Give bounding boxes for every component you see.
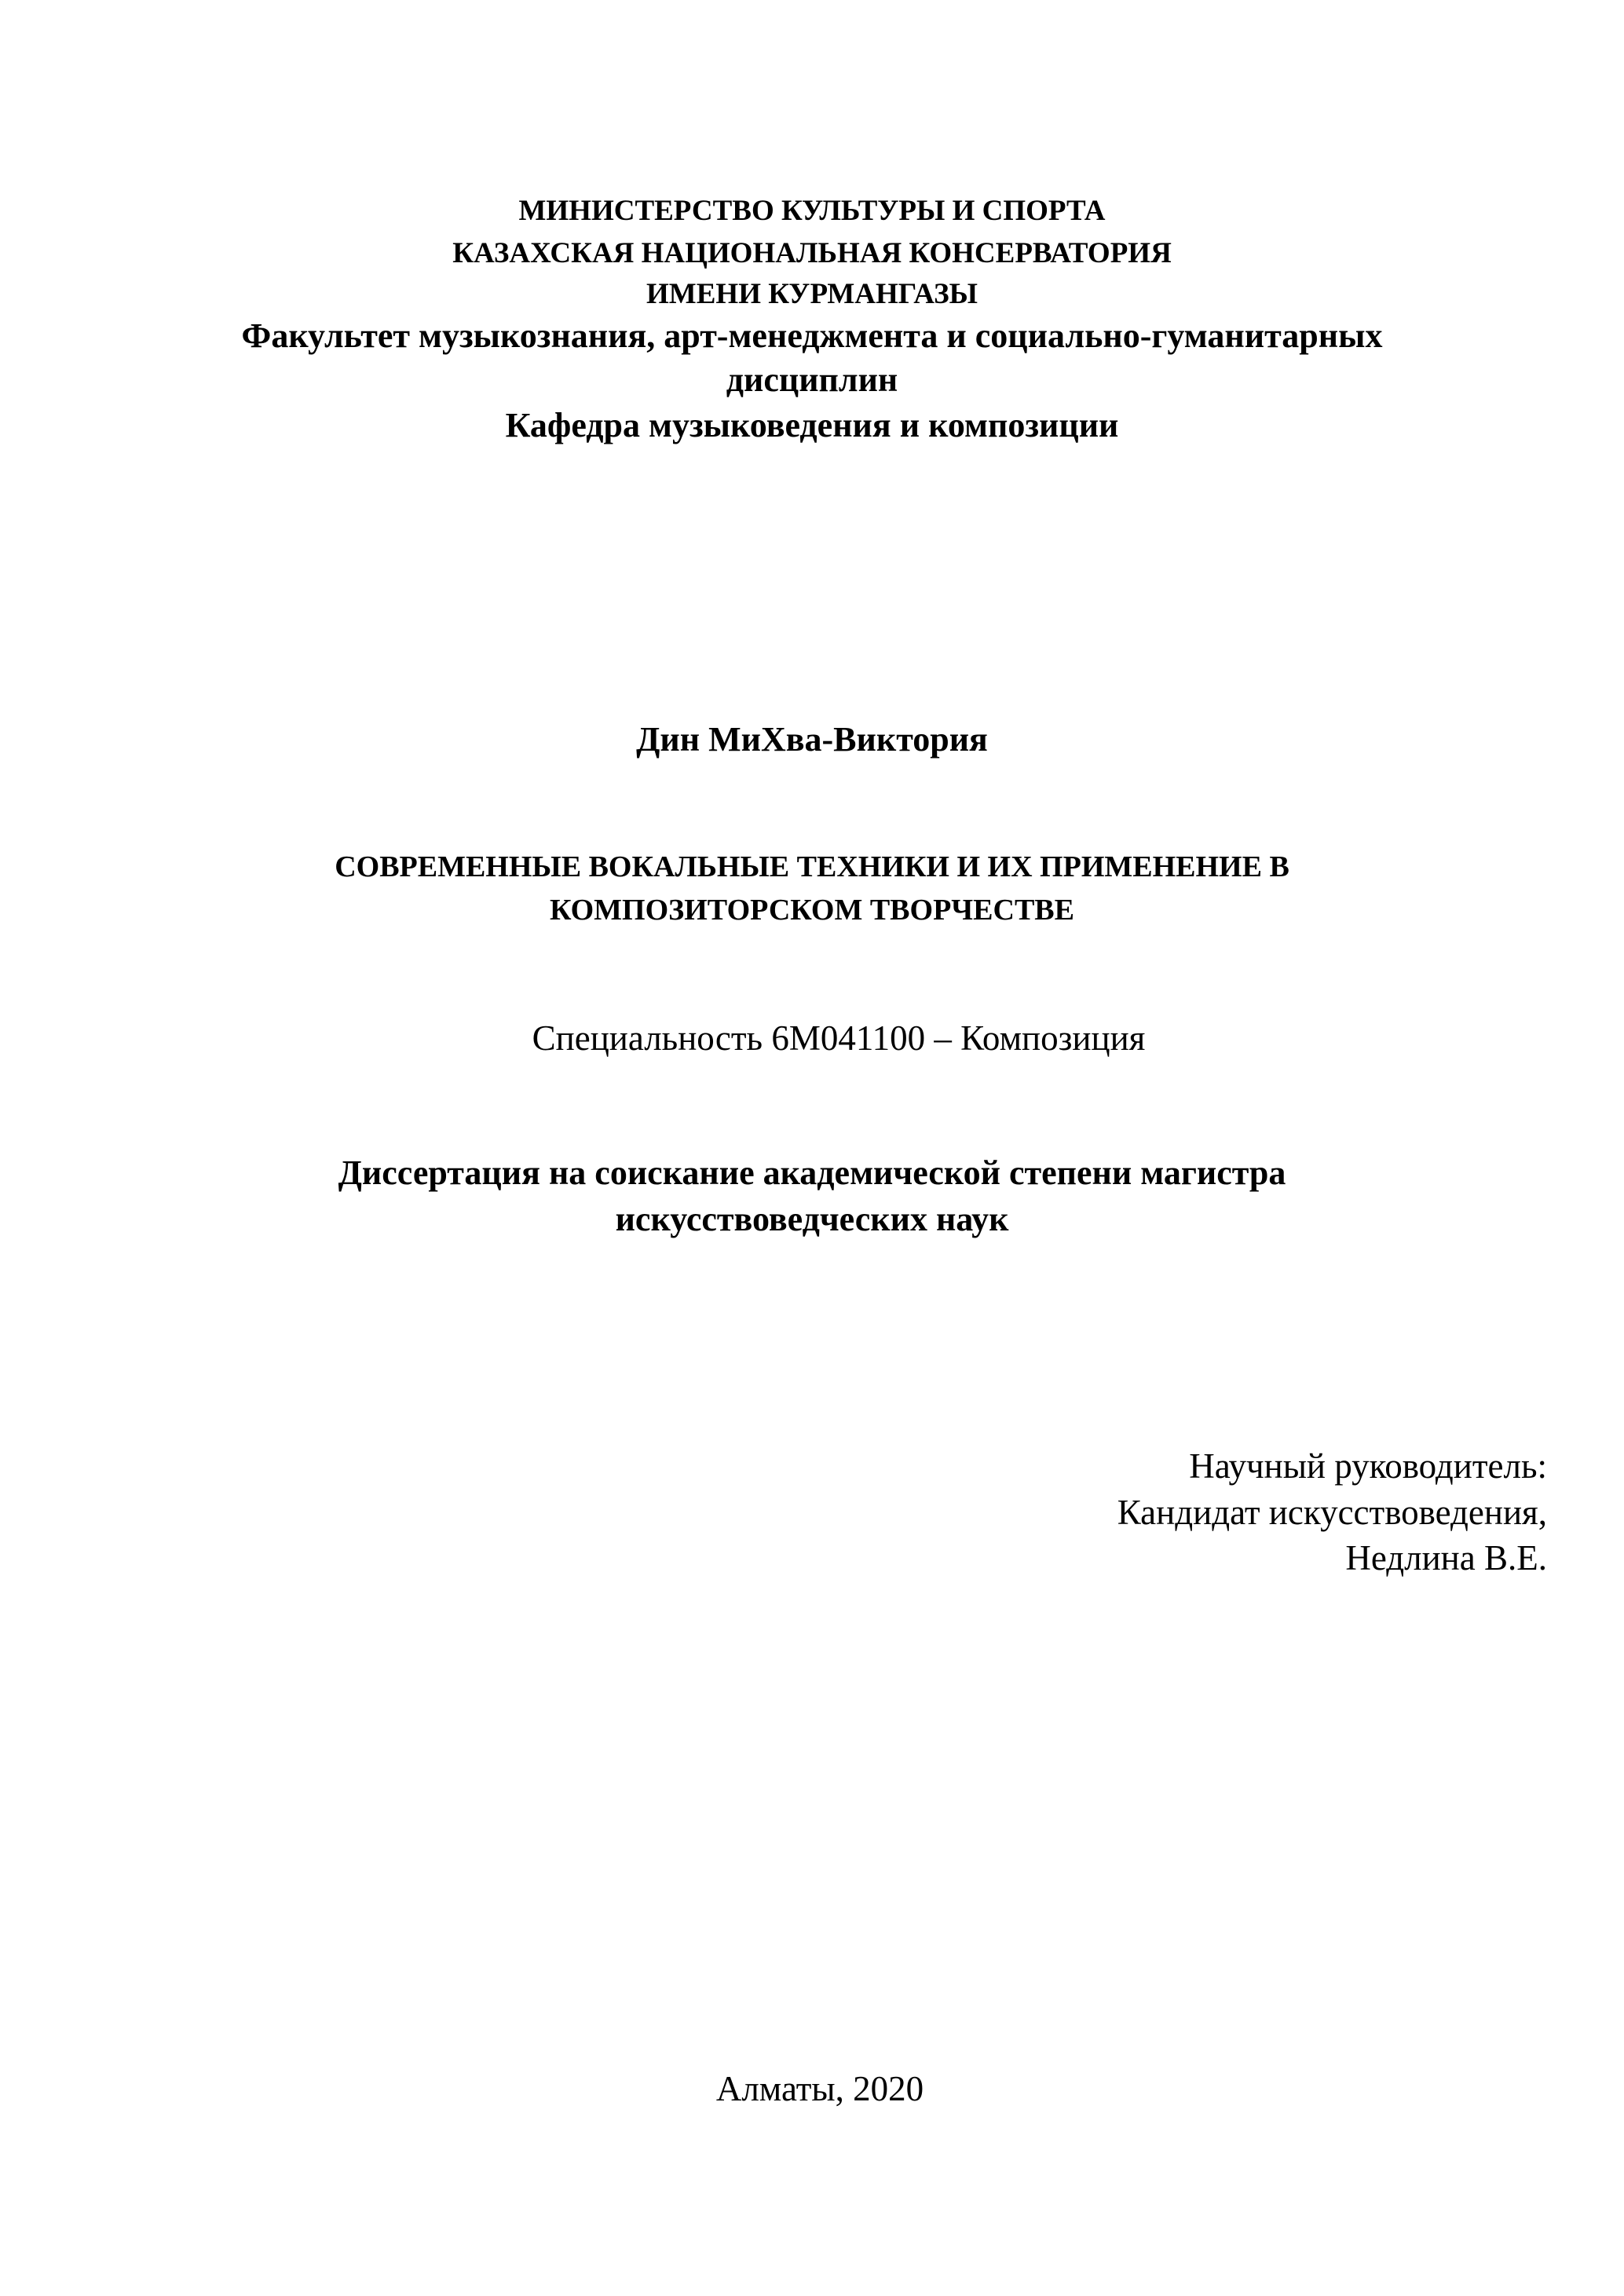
thesis-title-line1: СОВРЕМЕННЫЕ ВОКАЛЬНЫЕ ТЕХНИКИ И ИХ ПРИМЕНЕНИЕ В [335, 850, 1289, 883]
degree-line1: Диссертация на соискание академической степени магистра [338, 1153, 1286, 1192]
supervisor-label: Научный руководитель: [1189, 1446, 1547, 1486]
supervisor-name: Недлина В.Е. [1345, 1538, 1547, 1578]
department-heading: Кафедра музыковедения и композиции [505, 406, 1119, 444]
ministry-heading: МИНИСТЕРСТВО КУЛЬТУРЫ И СПОРТА [518, 195, 1106, 227]
degree-line2: искусствоведческих наук [615, 1200, 1009, 1238]
faculty-heading-line1: Факультет музыкознания, арт-менеджмента и социально-гуманитарных [241, 316, 1383, 355]
faculty-heading-line2: дисциплин [726, 360, 898, 399]
author-name: Дин МиХва-Виктория [636, 720, 988, 759]
thesis-title-line2: КОМПОЗИТОРСКОМ ТВОРЧЕСТВЕ [550, 894, 1074, 927]
named-after-heading: ИМЕНИ КУРМАНГАЗЫ [646, 278, 978, 310]
city-year: Алматы, 2020 [715, 2069, 924, 2108]
specialty-line: Специальность 6М041100 – Композиция [532, 1018, 1146, 1058]
conservatory-heading: КАЗАХСКАЯ НАЦИОНАЛЬНАЯ КОНСЕРВАТОРИЯ [452, 237, 1172, 269]
supervisor-rank: Кандидат искусствоведения, [1117, 1493, 1547, 1532]
